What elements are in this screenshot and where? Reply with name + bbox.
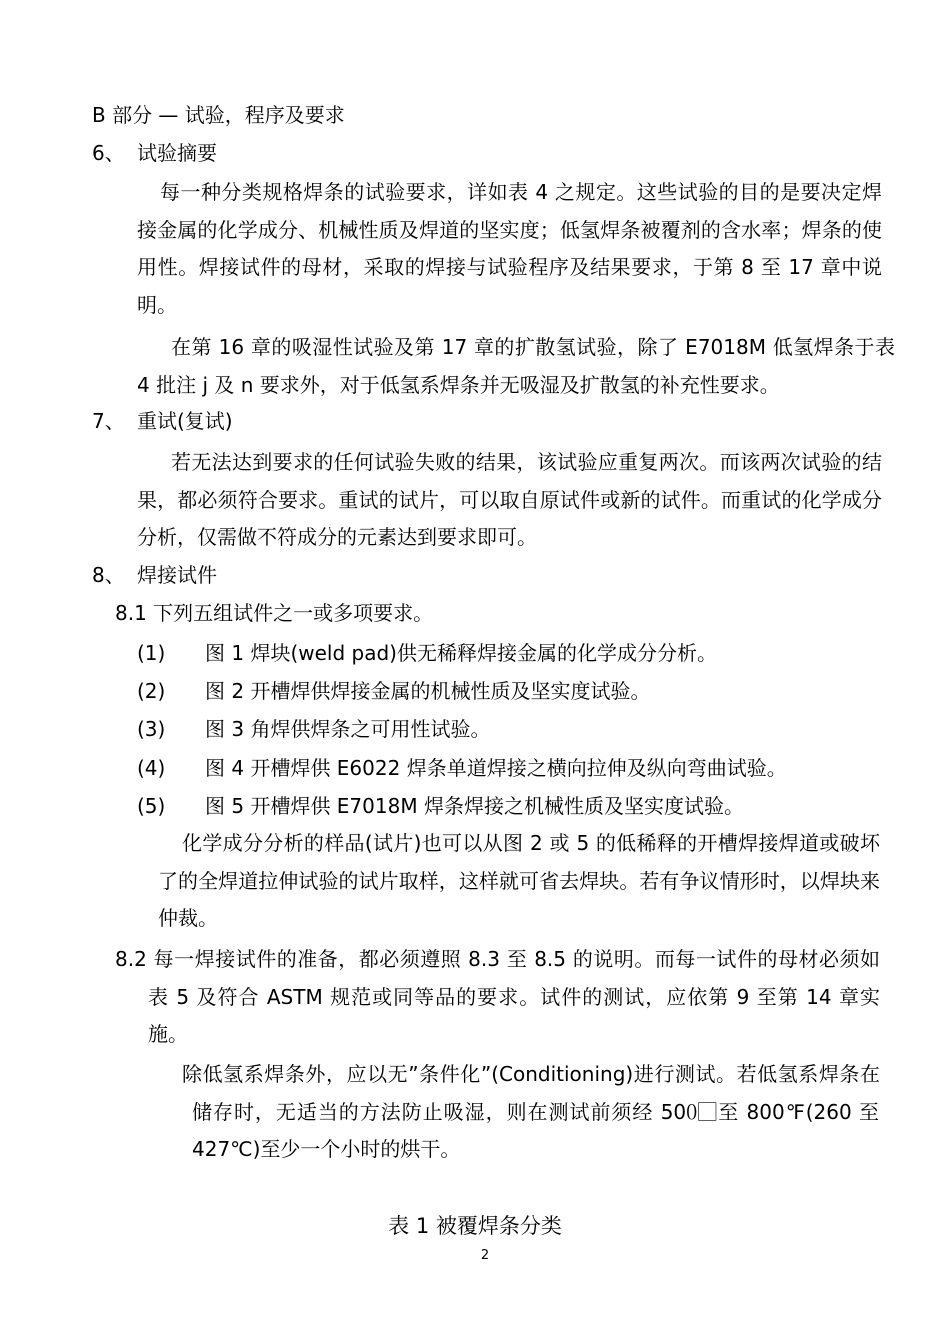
- list-item-text: 图 3 角焊供焊条之可用性试验。: [205, 717, 491, 741]
- section-7-number: 7、: [92, 409, 125, 433]
- section-8-1-heading: 8.1 下列五组试件之一或多项要求。: [115, 601, 434, 625]
- list-item-text: 图 4 开槽焊供 E6022 焊条单道焊接之横向拉伸及纵向弯曲试验。: [205, 756, 787, 780]
- section-8-title: 焊接试件: [137, 563, 217, 587]
- list-item-text: 图 5 开槽焊供 E7018M 焊条焊接之机械性质及坚实度试验。: [205, 794, 744, 818]
- section-8-2-note: 除低氢系焊条外，应以无”条件化”(Conditioning)进行测试。若低氢系焊条在储存时，无适当的方法防止吸湿，则在测试前须经 500⃞至 800℉(260 至 427℃)至少一个小时的烘干。: [182, 1062, 880, 1161]
- section-7-title: 重试(复试): [137, 409, 233, 433]
- section-8-number: 8、: [92, 563, 125, 587]
- list-item-number: (3): [137, 717, 166, 741]
- section-8-2-paragraph: 8.2 每一焊接试件的准备，都必须遵照 8.3 至 8.5 的说明。而每一试件的母材必须如表 5 及符合 ASTM 规范或同等品的要求。试件的测试，应依第 9 至第 14 章实施。: [115, 947, 880, 1046]
- section-6-paragraph-2: 在第 16 章的吸湿性试验及第 17 章的扩散氢试验，除了 E7018M 低氢焊条于表 4 批注 j 及 n 要求外，对于低氢系焊条并无吸湿及扩散氢的补充性要求。: [137, 335, 895, 397]
- list-item-number: (2): [137, 679, 166, 703]
- list-item-number: (4): [137, 756, 166, 780]
- section-6-paragraph-1: 每一种分类规格焊条的试验要求，详如表 4 之规定。这些试验的目的是要决定焊接金属的化学成分、机械性质及焊道的坚实度；低氢焊条被覆剂的含水率；焊条的使用性。焊接试件的母材，采取的焊接与试验程序及结果要求，于第 8 至 17 章中说明。: [137, 180, 882, 317]
- list-item-text: 图 1 焊块(weld pad)供无稀释焊接金属的化学成分分析。: [205, 641, 717, 665]
- page-number: 2: [480, 1248, 490, 1263]
- list-item-number: (5): [137, 794, 166, 818]
- table-caption: 表 1 被覆焊条分类: [388, 1214, 562, 1238]
- section-6-number: 6、: [92, 141, 125, 165]
- part-heading: B 部分 — 试验，程序及要求: [92, 103, 345, 127]
- section-6-title: 试验摘要: [137, 141, 217, 165]
- list-item-text: 图 2 开槽焊供焊接金属的机械性质及坚实度试验。: [205, 679, 651, 703]
- section-7-paragraph-1: 若无法达到要求的任何试验失败的结果，该试验应重复两次。而该两次试验的结果，都必须符合要求。重试的试片，可以取自原试件或新的试件。而重试的化学成分分析，仅需做不符成分的元素达到要求即可。: [137, 450, 882, 549]
- list-item-number: (1): [137, 641, 166, 665]
- section-8-1-note: 化学成分分析的样品(试片)也可以从图 2 或 5 的低稀释的开槽焊接焊道或破坏了的全焊道拉伸试验的试片取样，这样就可省去焊块。若有争议情形时，以焊块来仲裁。: [158, 831, 880, 930]
